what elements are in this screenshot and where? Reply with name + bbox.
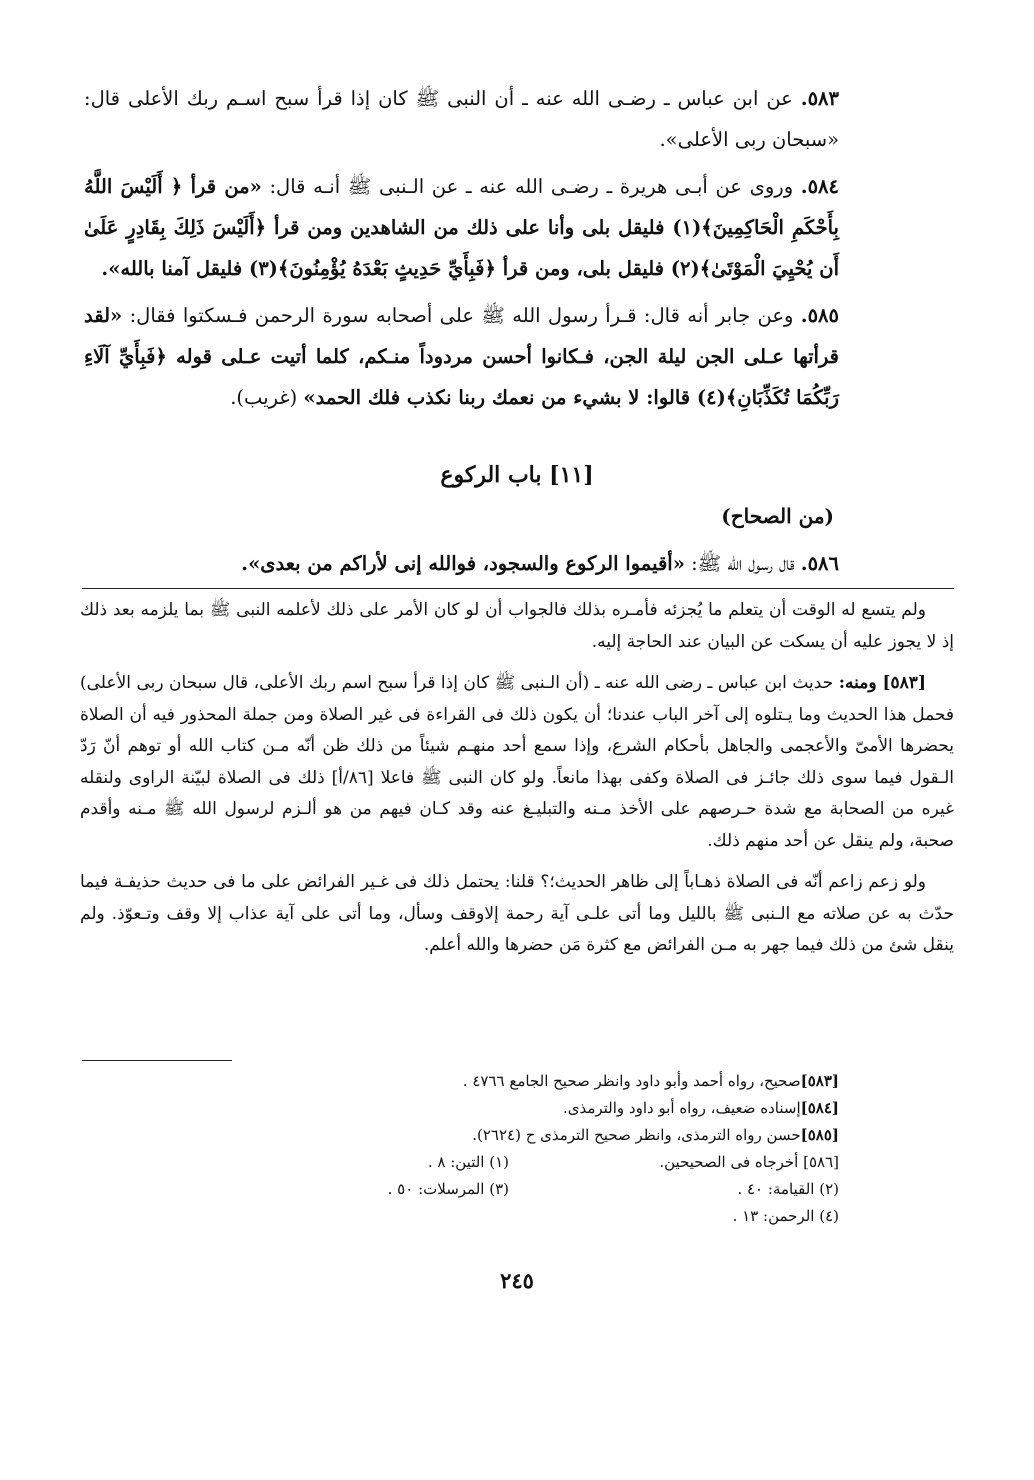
footnote-text: أخرجاه فى الصحيحين. <box>659 1153 804 1171</box>
hadith-grade: (غريب). <box>230 386 304 409</box>
commentary-text: ولو زعم زاعم أنّه فى الصلاة ذهـاباً إلى ظاهر الحديث؛؟ قلنا: يحتمل ذلك فى غـير الفرائض على ما فى حديث حذيفـة فيما حدّث به عن صلاته مع الـنبى ﷺ بالليل وما أتى علـى آية رحمة إلاوقف وسأل، وما أتى على آية عذاب إلا وقف وتـعوّذ. ولم ينقل شئ من ذلك فيما جهر به مـن الفرائض مع كثرة مَن حضرها والله أعلم. <box>80 872 954 955</box>
footnote-rule <box>82 1060 232 1061</box>
verse-ref: (٢) القيامة: ٤٠ . <box>737 1180 839 1198</box>
footnote-text: إسناده ضعيف، رواه أبو داود والترمذى. <box>562 1099 801 1117</box>
hadith-intro: وروى عن أبـى هريرة ـ رضـى الله عنه ـ عن الـنبى ﷺ أنـه قال: <box>261 175 794 198</box>
commentary-paragraph <box>80 595 954 658</box>
hadith-584 <box>84 166 839 289</box>
commentary-lead: [٥٨٣] ومنه: <box>838 673 926 693</box>
footnote-text: صحيح، رواه أحمد وأبو داود وانظر صحيح الجامع ٤٧٦٦ . <box>462 1072 801 1090</box>
footnote-row <box>219 1176 839 1203</box>
hadith-586 <box>84 543 839 584</box>
hadith-matn: «من قرأ ﴿ أَلَيْسَ اللَّهُ بِأَحْكَمِ الْحَاكِمِينَ﴾(١) فليقل بلى وأنا على ذلك من الشاهدين ومن قرأ ﴿أَلَيْسَ ذَلِكَ بِقَادِرٍ عَلَىٰ أَن يُحْيِيَ الْمَوْتَىٰ﴾(٢) فليقل بلى، ومن قرأ ﴿فَبِأَيِّ حَدِيثٍ بَعْدَهُ يُؤْمِنُونَ﴾(٣) فليقل آمنا بالله». <box>84 175 839 280</box>
commentary-paragraph <box>80 867 954 962</box>
commentary-text: حديث ابن عباس ـ رضى الله عنه ـ (أن الـنبى ﷺ كان إذا قرأ سبح اسم ربك الأعلى، قال سبحان ربى الأعلى) فحمل هذا الحديث وما يـتلوه إلى آخر الباب عندنا؛ أن يكون ذلك فى القراءة فى غير الصلاة ومن جملة المحذور فيه أن الصلاة يحضرها الأمىّ والأعجمى والجاهل بأحكام الشرع، وإذا سمع أحد منهـم شيئاً من ذلك ظن أنّه مـن كتاب الله أو توهم أنّ رَدّ الـقول فيما سوى ذلك جائـز فى الصلاة وكفى بهذا مانعاً. ولو كان النبى ﷺ فاعلا [٨٦/أ] ذلك فى الصلاة لبيّنة الراوى ولنقله غيره من الصحابة مع شدة حـرصهم على الأخذ مـنه والتبليـغ عنه وقد كـان فيهم من هو ألـزم لرسول الله ﷺ مـنه وأقدم صحبة، ولم ينقل عن أحد منهم ذلك. <box>80 673 955 851</box>
hadith-number: ٥٨٤. <box>800 175 839 198</box>
chapter-title: [١١] باب الركوع <box>440 462 594 488</box>
hadith-section <box>84 78 839 424</box>
commentary-text: ولم يتسع له الوقت أن يتعلم ما يُجزئه فأمـره بذلك فالجواب أن لو كان الأمر على ذلك لأعلمه النبى ﷺ بما يلزمه بعد ذلك إذ لا يجوز عليه أن يسكت عن البيان عند الحاجة إليه. <box>80 600 954 652</box>
footnote-row <box>219 1149 839 1176</box>
hadith-intro: وعن جابر أنه قال: قـرأ رسول الله ﷺ على أصحابه سورة الرحمن فـسكتوا فقال: <box>122 304 794 327</box>
footnote <box>219 1095 839 1122</box>
hadith-number: ٥٨٣. <box>800 87 839 110</box>
footnote-id: [٥٨٥] <box>800 1126 839 1144</box>
section-divider <box>82 588 954 589</box>
footnote-id: [٥٨٣] <box>800 1072 839 1090</box>
verse-ref: (١) التين: ٨ . <box>427 1153 509 1171</box>
footnote-id: [٥٨٤] <box>800 1099 839 1117</box>
verse-ref: (٤) الرحمن: ١٣ . <box>732 1207 839 1225</box>
verse-ref: (٣) المرسلات: ٥٠ . <box>387 1180 509 1198</box>
hadith-number: ٥٨٦. <box>800 552 839 575</box>
footnote <box>219 1068 839 1095</box>
footnote <box>219 1122 839 1149</box>
hadith-text: عن ابن عباس ـ رضـى الله عنه ـ أن النبى ﷺ كان إذا قرأ سبح اسـم ربك الأعلى قال: «سبحان ربى الأعلى». <box>84 87 839 151</box>
commentary-paragraph <box>80 668 954 857</box>
page-number: ٢٤٥ <box>500 1268 534 1293</box>
hadith-intro: قال رسول الله ﷺ: <box>684 552 795 575</box>
hadith-matn: «أقيموا الركوع والسجود، فوالله إنى لأراكم من بعدى». <box>241 552 685 575</box>
section-subheading: (من الصحاح) <box>721 504 834 528</box>
hadith-matn: «لقد قرأتها عـلى الجن ليلة الجن، فـكانوا أحسن مردوداً منـكم، كلما أتيت عـلى قوله ﴿فَبِأَيِّ آلَاءِ رَبِّكُمَا تُكَذِّبَانِ﴾(٤) قالوا: لا بشيء من نعمك ربنا نكذب فلك الحمد» <box>84 304 839 409</box>
hadith-583 <box>84 78 839 160</box>
footnote-row <box>219 1203 839 1230</box>
footnote-text: حسن رواه الترمذى، وانظر صحيح الترمذى ح (٢٦٢٤). <box>472 1126 801 1144</box>
hadith-number: ٥٨٥. <box>800 304 839 327</box>
footnotes <box>219 1068 839 1230</box>
footnote-id: [٥٨٦] <box>803 1153 839 1171</box>
commentary-section <box>80 595 954 972</box>
hadith-585 <box>84 295 839 418</box>
